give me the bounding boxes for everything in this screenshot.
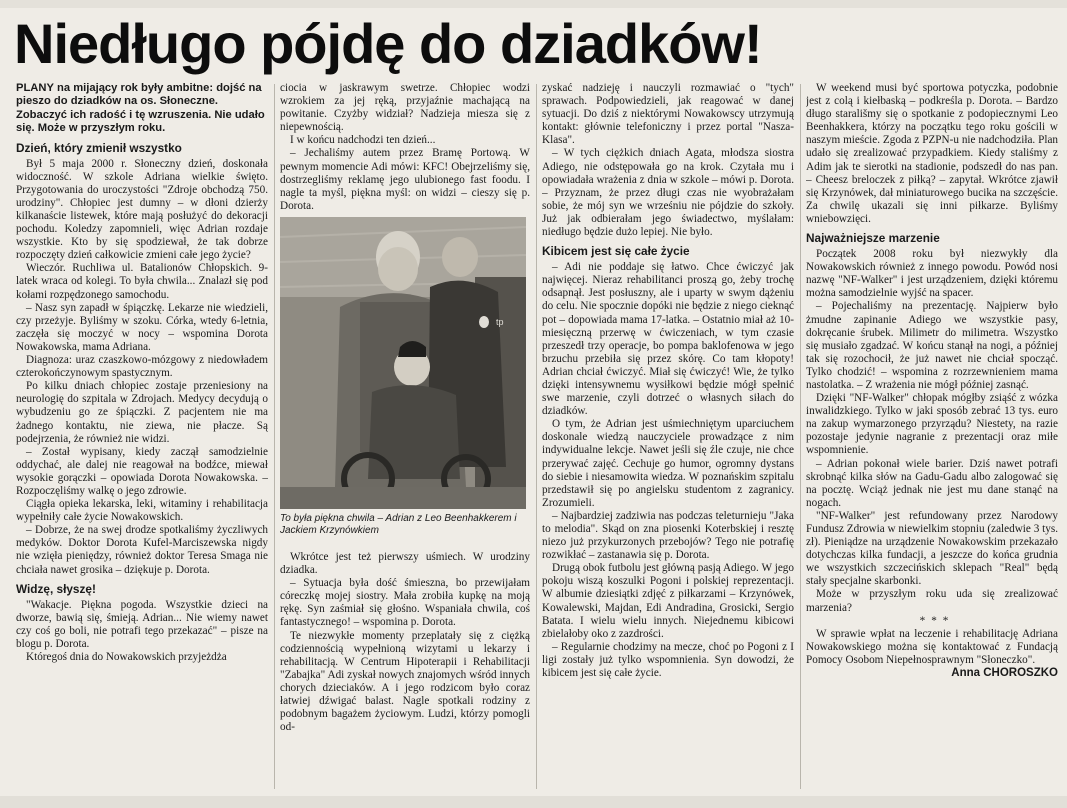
paragraph: – Sytuacja była dość śmieszna, bo przewijałam córeczkę mojej siostry. Mała zrobiła kupkę na moją rękę. Syn zaśmiał się głośno. Wspaniała chwila, coś fantastycznego! – wspomina p. Dorota. <box>280 577 530 629</box>
column-rule <box>274 84 275 789</box>
subheading: Kibicem jest się całe życie <box>542 244 690 259</box>
subheading: Dzień, który zmienił wszystko <box>16 140 182 155</box>
paragraph: – Pojechaliśmy na prezentację. Najpierw było żmudne zapinanie Adiego we wszystkie pasy, dokręcanie śrubek. Milimetr do milimetra. Wszystko się musiało zgadzać. W końcu stanął na nogi, a później tak się rozochocił, że już nawet nie chciał spocząć. Tylko chodzić! – wspomina z rozrzewnieniem mama nastolatka. – Z wrażenia nie mógł później zasnąć. <box>806 300 1058 391</box>
paragraph: Ciągła opieka lekarska, leki, witaminy i rehabilitacja wypełniły całe życie Nowakowskich. <box>16 498 268 524</box>
paragraph: – W tych ciężkich dniach Agata, młodsza siostra Adiego, nie odstępowała go na krok. Czytała mu i opowiadała wrażenia z dnia w szkole – mówi p. Dorota. – Przyznam, że przez długi czas nie wyobrażałam sobie, że mój syn we wrześniu nie pójdzie do szkoły. Już jak odbierałam jego świadectwo, myślałam: niedługo będzie dużo lepiej. Nie było. <box>542 147 794 239</box>
shirt-logo: tp <box>496 316 504 327</box>
paragraph: – Najbardziej zadziwia nas podczas teleturnieju "Jaka to melodia". Skąd on zna piosenki Koterbskiej i resztę niezo już przykurzonych przebojów? Tego nie potrafię rozwikłać – zastanawia się p. Dorota. <box>542 509 794 562</box>
paragraph: Wkrótce jest też pierwszy uśmiech. W urodziny dziadka. <box>280 550 530 577</box>
photo-caption: To była piękna chwila – Adrian z Leo Beenhakkerem i Jackiem Krzynówkiem <box>280 512 517 536</box>
paragraph: – Jechaliśmy autem przez Bramę Portową. W pewnym momencie Adi mówi: KFC! Obejrzeliśmy się, dostrzegliśmy reklamę jego ulubionego fast foodu. I nagle ta myśl, piękna myśl: on widzi – cieszy się p. Dorota. <box>280 147 530 212</box>
paragraph: Któregoś dnia do Nowakowskich przyjeżdża <box>26 651 227 663</box>
paragraph: O tym, że Adrian jest uśmiechniętym uparciuchem doskonale wiedzą nauczyciele prowadzące z nim indywidualne lekcje. Nawet jeśli się źle czuje, nie chce przerywać zajęć. Cechuje go humor, ogromny dystans do siebie i niesamowita wiedza. W poznańskim szpitalu przedstawił się po angielsku studentom z zagranicy. Zrozumieli. <box>542 418 794 509</box>
column-rule <box>800 84 801 789</box>
paragraph: – Dobrze, że na swej drodze spotkaliśmy życzliwych medyków. Doktor Dorota Kufel-Marciszewska nigdy nie wzięła pieniędzy, również doktor Teresa Smaga nie chciała nawet grosika – dziękuje p. Dorota. <box>16 524 268 576</box>
paragraph: – Nasz syn zapadł w śpiączkę. Lekarze nie wiedzieli, czy przeżyje. Byliśmy w szoku. Córka, wtedy 6-letnia, zaczęła się moczyć w nocy – wspomina Dorota Nowakowska, mama Adriana. <box>16 301 268 353</box>
paragraph: Drugą obok futbolu jest główną pasją Adiego. W jego pokoju wiszą koszulki Pogoni i polskiej reprezentacji. W albumie dziesiątki zdjęć z piłkarzami – Krzynówek, Kowalewski, Majdan, Edi Andradina, Grosicki, Sergio Batata. I wielu wielu innych. Niejednemu kibicowi zbielałoby oko z zazdrości. <box>542 562 794 640</box>
lead-part: na mijający rok były ambitne: <box>53 82 217 94</box>
paragraph: Po kilku dniach chłopiec zostaje przeniesiony na neurologię do szpitala w Zdrojach. Medycy decydują o wybudzeniu go ze śpiączki. Z pacjentem nie ma żadnego kontaktu, nie ziewa, nie płacze. Są podejrzenia, że również nie widzi. <box>16 380 268 445</box>
paragraph: I w końcu nadchodzi ten dzień... <box>290 134 436 147</box>
paragraph: zyskać nadzieję i nauczyli rozmawiać o "tych" sprawach. Podpowiedzieli, jak reagować w danej sytuacji. Do dziś z niektórymi Nowakowscy utrzymują kontakt: głównie telefoniczny i przez portal "Nasza-Klasa". <box>542 82 794 147</box>
paragraph: Może w przyszłym roku uda się zrealizować marzenia? <box>806 588 1058 614</box>
paragraph: "Wakacje. Piękna pogoda. Wszystkie dzieci na dworze, bawią się, śmieją. Adrian... Nie wiemy nawet czy coś go boli, nie potrafi tego przekazać" – pisze na blogu p. Dorota. <box>16 598 268 650</box>
author-byline: Anna CHOROSZKO <box>951 667 1058 680</box>
paragraph: Dzięki "NF-Walker" chłopak mógłby zsiąść z wózka inwalidzkiego. Tylko w jaki sposób zebrać 13 tys. euro na zakup wymarzonego przyrządu? Niestety, na razie pozostaje jedynie nagranie z prezentacji oraz miłe wspomnienie. <box>806 392 1058 457</box>
paragraph: W weekend musi być sportowa potyczka, podobnie jest z colą i kiełbaską – podkreśla p. Dorota. – Bardzo długo starališmy się o spotkanie z podopiecznymi Leo Beenhakkera, którzy na początku tego roku gościli w naszym mieście. Zgoda z PZPN-u nie nadchodziła. Plan udało się zrealizować przypadkiem. Kiedy staliśmy z Adim jak te sierotki na stadionie, podszedł do nas pan. – Cheesz breloczek z piłką? – zapytał. Wkrótce zjawił się Krzynówek, dał miniaturowego bucika na szczęście. Za chwilę ukazali się inni piłkarze. Byliśmy wniebowzięci. <box>806 82 1058 225</box>
page-top-strip <box>0 0 1067 8</box>
section-divider-stars: *** <box>919 614 955 627</box>
paragraph: – Adrian pokonał wiele barier. Dziś nawet potrafi skrobnąć kilka słów na Gadu-Gadu albo zalogować się na pocztę. Wciąż jednak nie jest mu dane stanąć na nogach. <box>806 457 1058 509</box>
subheading: Najważniejsze marzenie <box>806 231 940 246</box>
column-4 <box>806 82 1058 794</box>
paragraph: – Adi nie poddaje się łatwo. Chce ćwiczyć jak najwięcej. Nieraz rehabilitanci proszą go, żeby trochę odsapnął. Jest posłuszny, ale i uparty w swym dążeniu do celu. Nie spocznie dopóki nie będzie z niego cieknąć pot – dopowiada mama 17-latka. – Ostatnio miał aż 10-miesięczną przerwę w ćwiczeniach, w tym czasie przeszedł trzy operacje, bo pompa baklofenowa w jego brzuchu przebiła się przez skórę. Co tam kłopoty! Adrian chciał ćwiczyć. Miał się ćwiczyć! Wie, że tylko dzięki intensywnemu wysiłkowi będzie mógł spełnić swe marzenie, czyli dotrzeć o własnych siłach do dziadków. <box>542 261 794 418</box>
column-2 <box>280 82 530 794</box>
paragraph: "NF-Walker" jest refundowany przez Narodowy Fundusz Zdrowia w niewielkim stopniu (zaledwie 3 tys. zł). Pieniądze na urządzenie Nowakowskim przekazało dotychczas kilka fundacji, a jeszcze do końca grudnia we wszystkich szczecińskich sklepach "Real" będą stały specjalne skarbonki. <box>806 509 1058 588</box>
paragraph: – Został wypisany, kiedy zaczął samodzielnie oddychać, ale dalej nie reagował na bodźce, miewał wysokie gorączki – opowiada Dorota Nowakowska. – Rozpoczęliśmy walkę o jego zdrowie. <box>16 445 268 497</box>
column-rule <box>536 84 537 789</box>
headline: Niedługo pójdę do dziadków! <box>14 12 762 75</box>
photo-adrian-with-footballers <box>280 217 526 509</box>
lead-part: dojść na pieszo do dziadków na os. Słoneczne. Zobaczyć ich radość i tę wzruszenia. Nie udało się. Może w przyszłym roku. <box>16 82 265 135</box>
subheading: Widzę, słyszę! <box>16 581 96 596</box>
column-3 <box>542 82 794 794</box>
lead-paragraph <box>16 82 268 136</box>
paragraph: Był 5 maja 2000 r. Słoneczny dzień, doskonała widoczność. W szkole Adriana wielkie święto. Przygotowania do uroczystości "Zdroje obchodzą 750. urodziny". Chłopiec jest dumny – w dłoni dzierży kilkanaście listewek, które mają posłużyć do dekoracji pochodu. Koledzy zapomnieli, więc Adrian rozdaje wszystkie. Kto by się spodziewał, że tak dobrze rozpoczęty dzień całkowicie zmieni całe jego życie? <box>16 157 268 262</box>
column-1 <box>16 82 268 794</box>
paragraph: – Regularnie chodzimy na mecze, choć po Pogoni z I ligi zostały już tylko wspomnienia. Syn dowodzi, że kibicem jest się całe życie. <box>542 640 794 680</box>
paragraph: Diagnoza: uraz czaszkowo-mózgowy z niedowładem czterokończynowym spastycznym. <box>16 354 268 380</box>
paragraph: Wieczór. Ruchliwa ul. Batalionów Chłopskich. 9-latek wraca od kolegi. To była chwila... Znalazł się pod kołami rozpędzonego samochodu. <box>16 262 268 301</box>
page-bottom-strip <box>0 796 1067 808</box>
paragraph: Początek 2008 roku był niezwykły dla Nowakowskich również z innego powodu. Powód nosi nazwę "NF-Walker" i jest urządzeniem, dzięki któremu można samodzielnie wyjść na spacer. <box>806 248 1058 300</box>
paragraph: W sprawie wpłat na leczenie i rehabilitację Adriana Nowakowskiego można się kontaktować z Fundacją Pomocy Osobom Niepełnosprawnym "Słoneczko". <box>806 627 1058 666</box>
paragraph: ciocia w jaskrawym swetrze. Chłopiec wodzi wzrokiem za jej ręką, przyjaźnie machającą na powitanie. Czyżby widział? Nadzieja miesza się z niepewnością. <box>280 82 530 134</box>
paragraph: Te niezwykłe momenty przeplatały się z ciężką codziennością wypełnioną wizytami u lekarzy i rehabilitacją. W Centrum Hipoterapii i Rehabilitacji "Zabajka" Adi zyskał nowych znajomych wśród innych chorych dzieciaków. A i jego rodzicom było coraz łatwiej dźwigać balast. Nagle spotkali rodziny z podobnym bagażem życiowym. Ludzi, którzy pomogli od- <box>280 629 530 734</box>
lead-part: PLANY <box>16 82 54 94</box>
